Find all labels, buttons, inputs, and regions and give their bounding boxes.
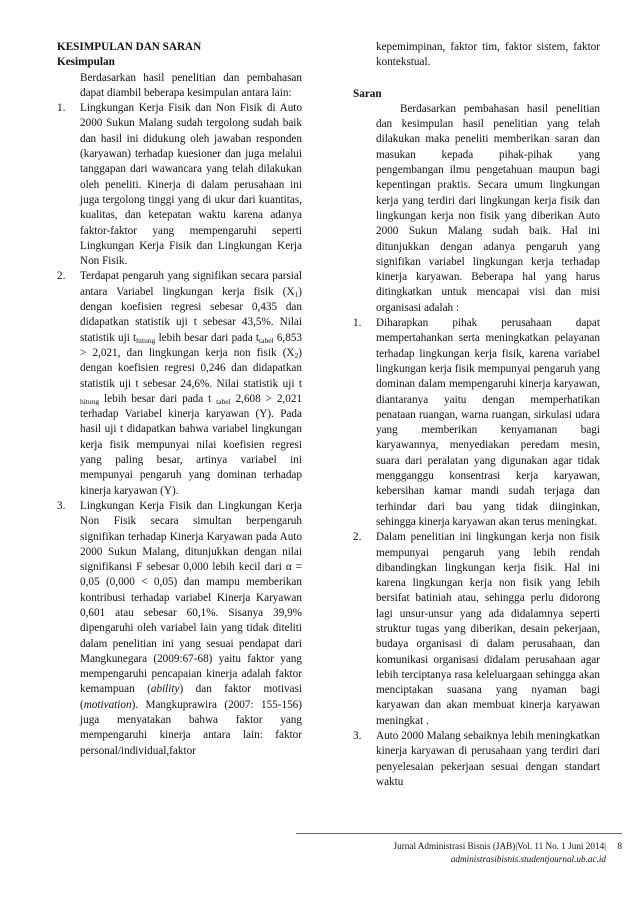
- list-number: 1.: [353, 317, 362, 330]
- kesimpulan-list: [57, 101, 302, 759]
- list-number: 3.: [353, 730, 362, 743]
- saran-list: [353, 316, 600, 790]
- list-item-text: Lingkungan Kerja Fisik dan Lingkungan Kerja Non Fisik secara simultan berpengaruh signifikan terhadap Kinerja Karyawan pada Auto 2000 Sukun Malang, ditunjukkan dengan nilai signifikansi F sebesar 0,000 lebih kecil dari α = 0,05 (0,000 < 0,05) dan mampu memberikan kontribusi terhadap variabel Kinerja Karyawan 0,601 atau sebesar 60,1%. Sisanya 39,9% dipengaruhi oleh variabel lain yang tidak diteliti dalam penelitian ini yang sesuai pendapat dari Mangkunegara (2009:67-68) yaitu faktor yang mempengaruhi pencapaian kinerja adalah faktor kemampuan (ability) dan faktor motivasi (motivation). Mangkuprawira (2007: 155-156) juga menyatakan bahwa faktor yang mempengaruhi kinerja antara lain: faktor personal/individual,faktor: [80, 499, 302, 757]
- journal-citation: Jurnal Administrasi Bisnis (JAB)|Vol. 11 No. 1 Juni 2014| 8: [393, 841, 622, 851]
- journal-website: administrasibisnis.studentjournal.ub.ac.id: [450, 854, 606, 864]
- saran-intro: Berdasarkan pembahasan hasil penelitian dan kesimpulan hasil penelitian yang telah dilakukan maka peneliti memberikan saran dan masukan kepada pihak-pihak yang pengembangan ilmu pengetahuan maupun bagi kepentingan praktis. Secara umum lingkungan kerja yang terdiri dari lingkungan kerja fisik dan lingkungan kerja non fisik yang diberikan Auto 2000 Sukun Malang sudah baik. Hal ini ditunjukkan dengan adanya pengaruh yang signifikan variabel lingkungan kerja terhadap kinerja karyawan. Beberapa hal yang harus ditingkatkan untuk mencapai visi dan misi organisasi adalah :: [376, 102, 600, 314]
- list-number: 1.: [57, 102, 66, 115]
- subsection-heading-kesimpulan: Kesimpulan: [57, 56, 115, 69]
- list-item-text: Dalam penelitian ini lingkungan kerja non fisik mempunyai pengaruh yang lebih rendah dibandingkan lingkungan kerja fisik. Hal ini karena lingkungan kerja non fisik yang lebih bersifat batiniah atau, sehingga perlu didorong lagi unsur-unsur yang ada didalamnya seperti struktur tugas yang diberikan, desain pekerjaan, budaya organisasi di dalam perusahaan, dan komunikasi organisasi didalam perusahaan agar lebih terciptanya rasa keleluargaan sehingga akan menciptakan suasana yang nyaman bagi karyawan dan akan membuat kinerja karyawan meningkat .: [376, 531, 600, 727]
- saran-item-3: [353, 729, 600, 790]
- kesimpulan-item-1: [57, 101, 302, 269]
- saran-item-1: [353, 316, 600, 530]
- kesimpulan-item-2: [57, 269, 302, 498]
- list-item-text: Lingkungan Kerja Fisik dan Non Fisik di Auto 2000 Sukun Malang sudah tergolong sudah baik dan hasil ini didukung oleh jawaban responden (karyawan) terhadap kuesioner dan juga melalui tanggapan dari wawancara yang telah dilakukan oleh peneliti. Kinerja di dalam perusahaan ini juga tergolong tinggi yang di ukur dari kuantitas, kualitas, dan ketepatan waktu karena adanya faktor-faktor yang mempengaruhi seperti Lingkungan Kerja Fisik dan Lingkungan Kerja Non Fisik.: [80, 102, 302, 268]
- list-number: 2.: [353, 531, 362, 544]
- continued-text: kepemimpinan, faktor tim, faktor sistem, faktor kontekstual.: [376, 41, 600, 69]
- list-item-text: Terdapat pengaruh yang signifikan secara parsial antara Variabel lingkungan kerja fisik $(X_1)$ dengan koefisien regresi sebesar 0,435 dan didapatkan statistik uji t sebesar 43,5%. Nilai statistik uji $t_{hitung}$ lebih besar dari pada $t_{tabel}$ 6,853 > 2,021, dan lingkungan kerja non fisik $(X_2)$ dengan koefisien regresi 0,246 dan didapatkan statistik uji t sebesar 24,6%. Nilai statistik uji t $_{hitung}$ lebih besar dari pada t $_{tabel}$ 2,608 > 2,021 terhadap Variabel kinerja karyawan (Y). Pada hasil uji t didapatkan bahwa variabel lingkungan kerja fisik mempunyai nilai koefisien regresi yang paling besar, artinya variabel ini mempunyai pengaruh yang dominan terhadap kinerja karyawan (Y).: [80, 270, 303, 497]
- kesimpulan-intro: Berdasarkan hasil penelitian dan pembahasan dapat diambil beberapa kesimpulan antara lain:: [80, 71, 302, 99]
- footer-divider: [296, 833, 622, 834]
- subsection-heading-saran: Saran: [353, 87, 382, 100]
- kesimpulan-item-3: [57, 499, 302, 759]
- page-number: 8: [617, 841, 622, 851]
- right-column: [353, 40, 600, 790]
- list-number: 3.: [57, 499, 66, 512]
- list-item-text: Diharapkan pihak perusahaan dapat mempertahankan serta meningkatkan pelayanan terhadap lingkungan kerja fisik, karena variabel lingkungan kerja fisik mempunyai pengaruh yang dominan dalam mempengaruhi kinerja karyawan, diantaranya yaitu dengan memperhatikan penataan ruangan, warna ruangan, sirkulasi udara yang memberikan kenyamanan bagi karyawannya, menyediakan peredam mesin, suara dari peralatan yang digunakan agar tidak mengganggu konsentrasi kerja karyawan, kebersihan kamar mandi sudah terjaga dan terhindar dari bau yang tidak diinginkan, sehingga kinerja karyawan akan terus meningkat.: [376, 317, 600, 528]
- page-footer: [300, 840, 622, 866]
- saran-item-2: [353, 530, 600, 729]
- left-column: [57, 40, 302, 759]
- list-number: 2.: [57, 270, 66, 283]
- list-item-text: Auto 2000 Malang sebaiknya lebih meningkatkan kinerja karyawan di perusahaan yang terdiri dari penyelesaian pekerjaan sesuai dengan standart waktu: [376, 730, 600, 788]
- section-heading: KESIMPULAN DAN SARAN: [57, 41, 202, 53]
